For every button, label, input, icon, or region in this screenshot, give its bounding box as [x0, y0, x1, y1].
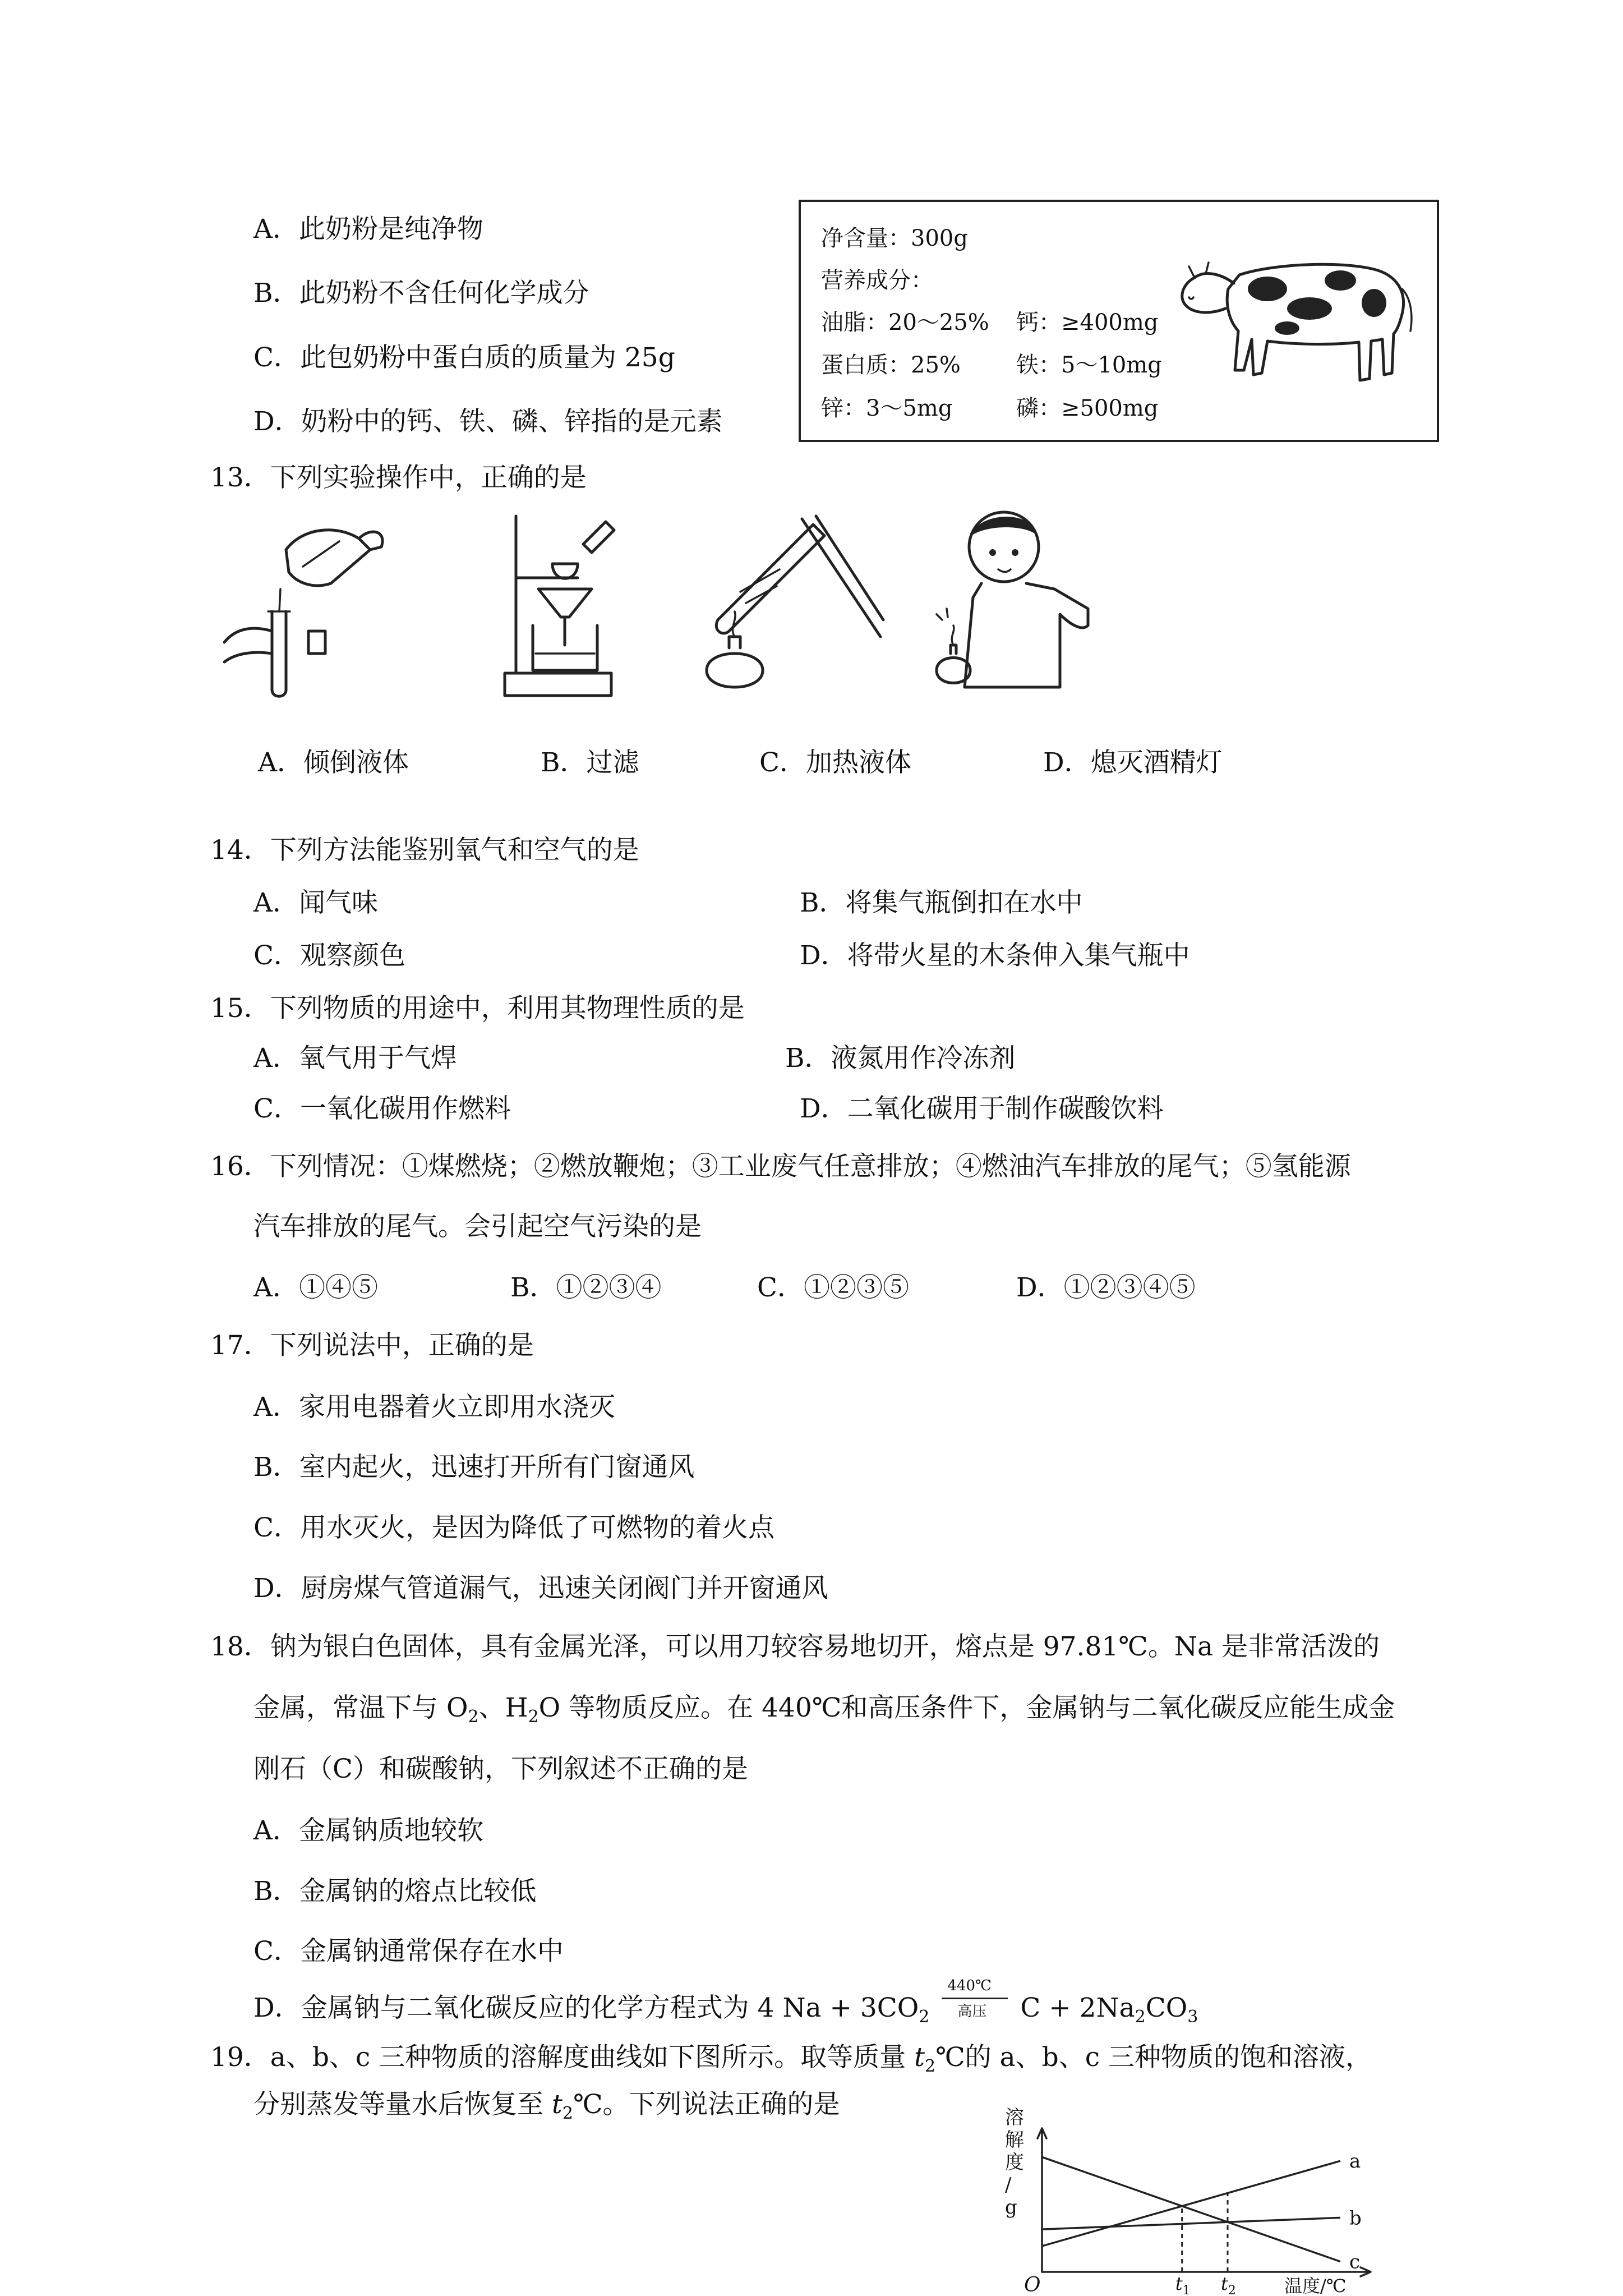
label-net-weight: 净含量：300g	[821, 226, 968, 251]
series-label-c: c	[1349, 2251, 1361, 2274]
label-fat: 油脂：20～25%	[821, 310, 989, 335]
q15-option-b: B．液氮用作冷冻剂	[785, 1043, 1016, 1074]
chart-guides-group	[1175, 2193, 1236, 2296]
label-phosphorus: 磷：≥500mg	[1016, 395, 1159, 421]
figure-heating-liquid	[684, 508, 886, 704]
q15-option-d: D．二氧化碳用于制作碳酸饮料	[800, 1093, 1164, 1124]
label-nutrition: 营养成分：	[821, 268, 933, 293]
origin-label: O	[1024, 2274, 1041, 2296]
series-line-b	[1042, 2217, 1340, 2229]
label-iron: 铁：5～10mg	[1016, 352, 1162, 378]
q14-option-b: B．将集气瓶倒扣在水中	[800, 887, 1083, 918]
y-axis-label-char: /	[1005, 2174, 1012, 2196]
figure-extinguish-lamp	[920, 502, 1105, 704]
q13-caption-a: A．倾倒液体	[258, 747, 409, 778]
q18-option-c: C．金属钠通常保存在水中	[253, 1936, 564, 1967]
label-protein: 蛋白质：25%	[821, 352, 961, 378]
q14-stem: 14．下列方法能鉴别氧气和空气的是	[210, 835, 639, 866]
figure-filtration	[494, 505, 623, 707]
x-tick-subscript: 1	[1182, 2284, 1191, 2296]
q12-option-b: B．此奶粉不含任何化学成分	[253, 278, 589, 309]
q17-option-d: D．厨房煤气管道漏气，迅速关闭阀门并开窗通风	[253, 1573, 828, 1604]
cow-illustration	[1172, 236, 1424, 398]
q17-option-c: C．用水灭火，是因为降低了可燃物的着火点	[253, 1512, 774, 1543]
q15-option-c: C．一氧化碳用作燃料	[253, 1093, 511, 1124]
q16-option-c: C．①②③⑤	[757, 1272, 909, 1303]
y-axis-label-char: 解	[1005, 2129, 1024, 2151]
q18-stem-line2: 金属，常温下与 $O_2$、$H_2O$ 等物质反应。在 440℃和高压条件下，金属钠与二氧化碳反应能生成金	[253, 1692, 1395, 1727]
reaction-arrow-line	[942, 1998, 1008, 1999]
q14-option-a: A．闻气味	[253, 887, 378, 918]
q19-stem-line2: 分别蒸发等量水后恢复至 $t_2℃$。下列说法正确的是	[253, 2089, 840, 2123]
label-calcium: 钙：≥400mg	[1016, 310, 1159, 335]
q13-caption-c: C．加热液体	[759, 747, 911, 778]
series-label-b: b	[1349, 2207, 1362, 2230]
q12-option-a: A．此奶粉是纯净物	[253, 214, 483, 245]
solubility-chart	[1004, 2106, 1385, 2296]
q14-option-c: C．观察颜色	[253, 940, 405, 971]
q18-option-b: B．金属钠的熔点比较低	[253, 1876, 537, 1907]
series-label-a: a	[1349, 2150, 1361, 2173]
q16-stem-line2: 汽车排放的尾气。会引起空气污染的是	[253, 1211, 702, 1242]
q18-stem-line1: 18．钠为银白色固体，具有金属光泽，可以用刀较容易地切开，熔点是 97.81℃。Na 是非常活泼的	[210, 1631, 1380, 1662]
q17-stem: 17．下列说法中，正确的是	[210, 1330, 534, 1361]
y-axis-label-char: 度	[1005, 2151, 1024, 2174]
q14-option-d: D．将带火星的木条伸入集气瓶中	[800, 940, 1190, 971]
x-tick-label-t1: $t_1$	[1175, 2273, 1191, 2296]
y-axis-label-char: g	[1005, 2196, 1017, 2219]
q18-stem-line3: 刚石（C）和碳酸钠，下列叙述不正确的是	[253, 1754, 748, 1784]
q13-caption-b: B．过滤	[541, 747, 639, 778]
q18-option-a: A．金属钠质地较软	[253, 1815, 483, 1846]
x-tick-label-t2: $t_2$	[1221, 2273, 1236, 2296]
q16-option-b: B．①②③④	[510, 1272, 662, 1303]
q12-option-d: D．奶粉中的钙、铁、磷、锌指的是元素	[253, 406, 723, 437]
q19-stem-line1: 19．a、b、c 三种物质的溶解度曲线如下图所示。取等质量 $t_2℃$的 a、b、c 三种物质的饱和溶液，	[210, 2042, 1372, 2076]
q13-caption-d: D．熄灭酒精灯	[1043, 747, 1223, 778]
figure-pouring-liquid	[219, 505, 398, 707]
q16-option-a: A．①④⑤	[253, 1272, 378, 1303]
chart-series-group	[1042, 2150, 1362, 2273]
q16-option-d: D．①②③④⑤	[1016, 1272, 1196, 1303]
x-tick-subscript: 2	[1228, 2284, 1236, 2296]
reaction-condition-pressure: 高压	[957, 2003, 987, 2020]
q12-option-c: C．此包奶粉中蛋白质的质量为 25g	[253, 342, 675, 373]
q17-option-b: B．室内起火，迅速打开所有门窗通风	[253, 1452, 695, 1483]
q17-option-a: A．家用电器着火立即用水浇灭	[253, 1392, 615, 1423]
y-axis-label	[1005, 2106, 1024, 2219]
q15-option-a: A．氧气用于气焊	[253, 1043, 457, 1074]
q18-option-d: D．金属钠与二氧化碳反应的化学方程式为 4 $Na + 3CO_2$ 440℃ 高压 $C + 2Na_2CO_3$	[253, 1977, 1198, 2027]
q16-stem-line1: 16．下列情况：①煤燃烧；②燃放鞭炮；③工业废气任意排放；④燃油汽车排放的尾气；⑤氢能源	[210, 1151, 1351, 1182]
reaction-condition-temp: 440℃	[947, 1977, 992, 1994]
label-zinc: 锌：3～5mg	[821, 395, 953, 421]
q15-stem: 15．下列物质的用途中，利用其物理性质的是	[210, 993, 745, 1024]
x-axis-label: 温度/℃	[1284, 2275, 1347, 2296]
q13-stem: 13．下列实验操作中，正确的是	[210, 462, 587, 493]
y-axis-label-char: 溶	[1005, 2106, 1024, 2129]
